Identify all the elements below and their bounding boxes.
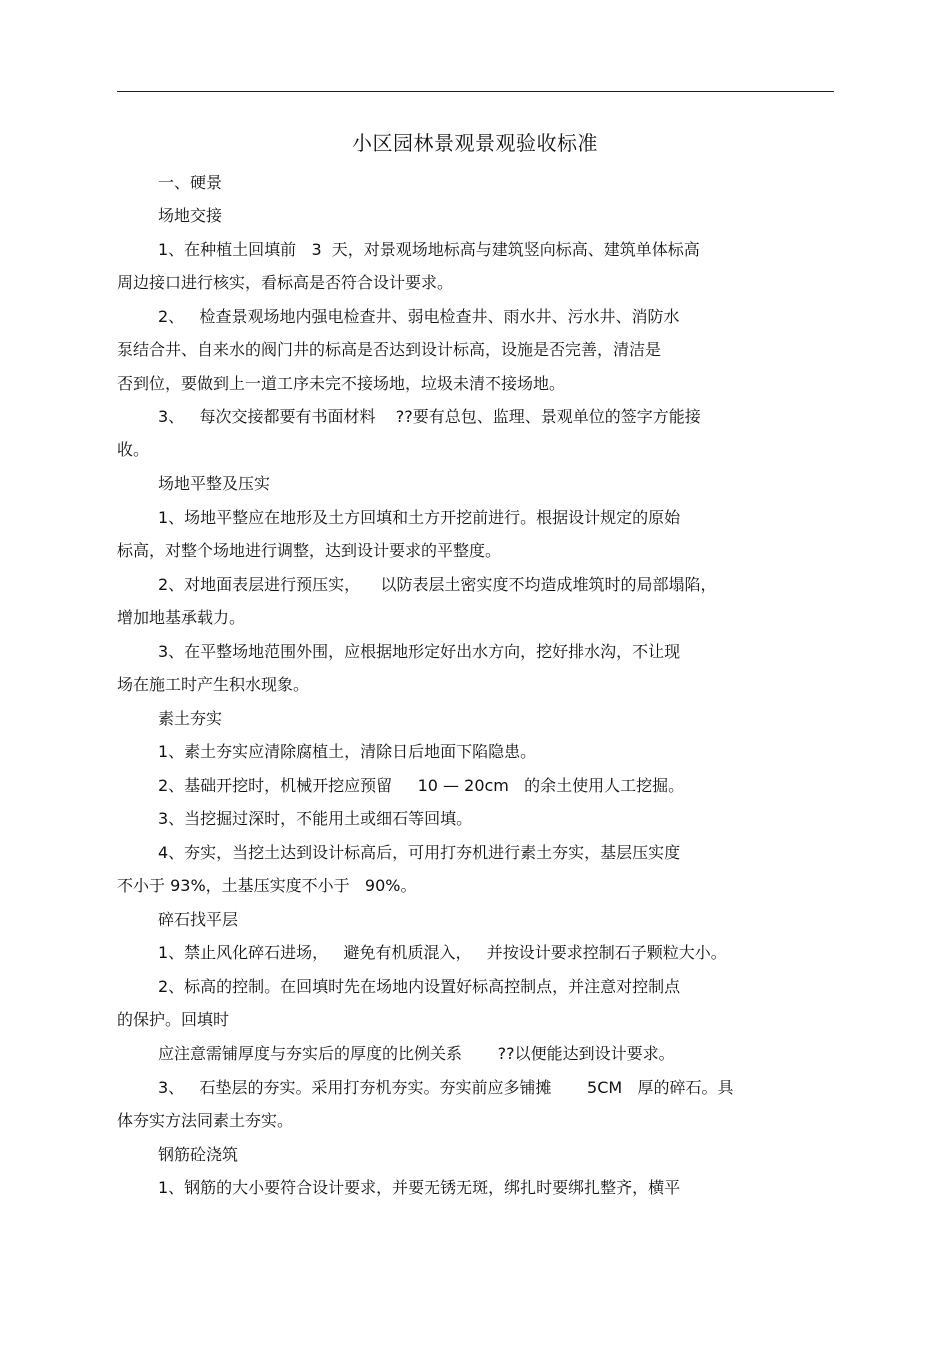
paragraph-line: 周边接口进行核实，看标高是否符合设计要求。: [117, 273, 454, 292]
paragraph-line: 1、在种植土回填前 3 天，对景观场地标高与建筑竖向标高、建筑单体标高: [158, 240, 700, 259]
paragraph-line: 2、基础开挖时，机械开挖应预留 10 — 20cm 的余土使用人工挖掘。: [158, 776, 685, 795]
subsection-heading: 钢筋砼浇筑: [158, 1145, 239, 1164]
paragraph-line: 否到位，要做到上一道工序未完不接场地，垃圾未清不接场地。: [117, 374, 566, 393]
section-heading: 一、硬景: [158, 173, 223, 192]
subsection-heading: 场地交接: [158, 206, 223, 225]
paragraph-line: 的保护。回填时: [117, 1010, 230, 1029]
paragraph-line: 3、 石垫层的夯实。采用打夯机夯实。夯实前应多铺摊 5CM 厚的碎石。具: [158, 1078, 734, 1097]
paragraph-line: 2、标高的控制。在回填时先在场地内设置好标高控制点，并注意对控制点: [158, 977, 681, 996]
document-title: 小区园林景观景观验收标准: [352, 131, 598, 155]
paragraph-line: 不小于 93%，土基压实度不小于 90%。: [117, 876, 417, 895]
paragraph-line: 标高，对整个场地进行调整，达到设计要求的平整度。: [117, 541, 502, 560]
subsection-heading: 碎石找平层: [158, 910, 239, 929]
subsection-heading: 场地平整及压实: [158, 474, 271, 493]
paragraph-line: 1、场地平整应在地形及土方回填和土方开挖前进行。根据设计规定的原始: [158, 508, 681, 527]
paragraph-line: 1、素土夯实应清除腐植土，清除日后地面下陷隐患。: [158, 742, 537, 761]
paragraph-line: 场在施工时产生积水现象。: [117, 675, 310, 694]
paragraph-line: 3、当挖掘过深时，不能用土或细石等回填。: [158, 809, 473, 828]
paragraph-line: 收。: [117, 440, 150, 459]
paragraph-line: 增加地基承载力。: [117, 608, 246, 627]
paragraph-line: 应注意需铺厚度与夯实后的厚度的比例关系 ??以便能达到设计要求。: [158, 1044, 675, 1063]
paragraph-line: 3、在平整场地范围外围，应根据地形定好出水方向，挖好排水沟，不让现: [158, 642, 681, 661]
paragraph-line: 4、夯实，当挖土达到设计标高后，可用打夯机进行素土夯实，基层压实度: [158, 843, 681, 862]
paragraph-line: 2、 检查景观场地内强电检查井、弱电检查井、雨水井、污水井、消防水: [158, 307, 680, 326]
subsection-heading: 素土夯实: [158, 709, 223, 728]
paragraph-line: 1、钢筋的大小要符合设计要求，并要无锈无斑，绑扎时要绑扎整齐，横平: [158, 1178, 681, 1197]
paragraph-line: 3、 每次交接都要有书面材料 ??要有总包、监理、景观单位的签字方能接: [158, 407, 701, 426]
paragraph-line: 泵结合井、自来水的阀门井的标高是否达到设计标高，设施是否完善，清洁是: [117, 340, 662, 359]
paragraph-line: 1、禁止风化碎石进场， 避免有机质混入， 并按设计要求控制石子颗粒大小。: [158, 943, 727, 962]
paragraph-line: 2、对地面表层进行预压实， 以防表层土密实度不均造成堆筑时的局部塌陷，: [158, 575, 717, 594]
header-rule: [117, 91, 834, 92]
paragraph-line: 体夯实方法同素土夯实。: [117, 1111, 294, 1130]
